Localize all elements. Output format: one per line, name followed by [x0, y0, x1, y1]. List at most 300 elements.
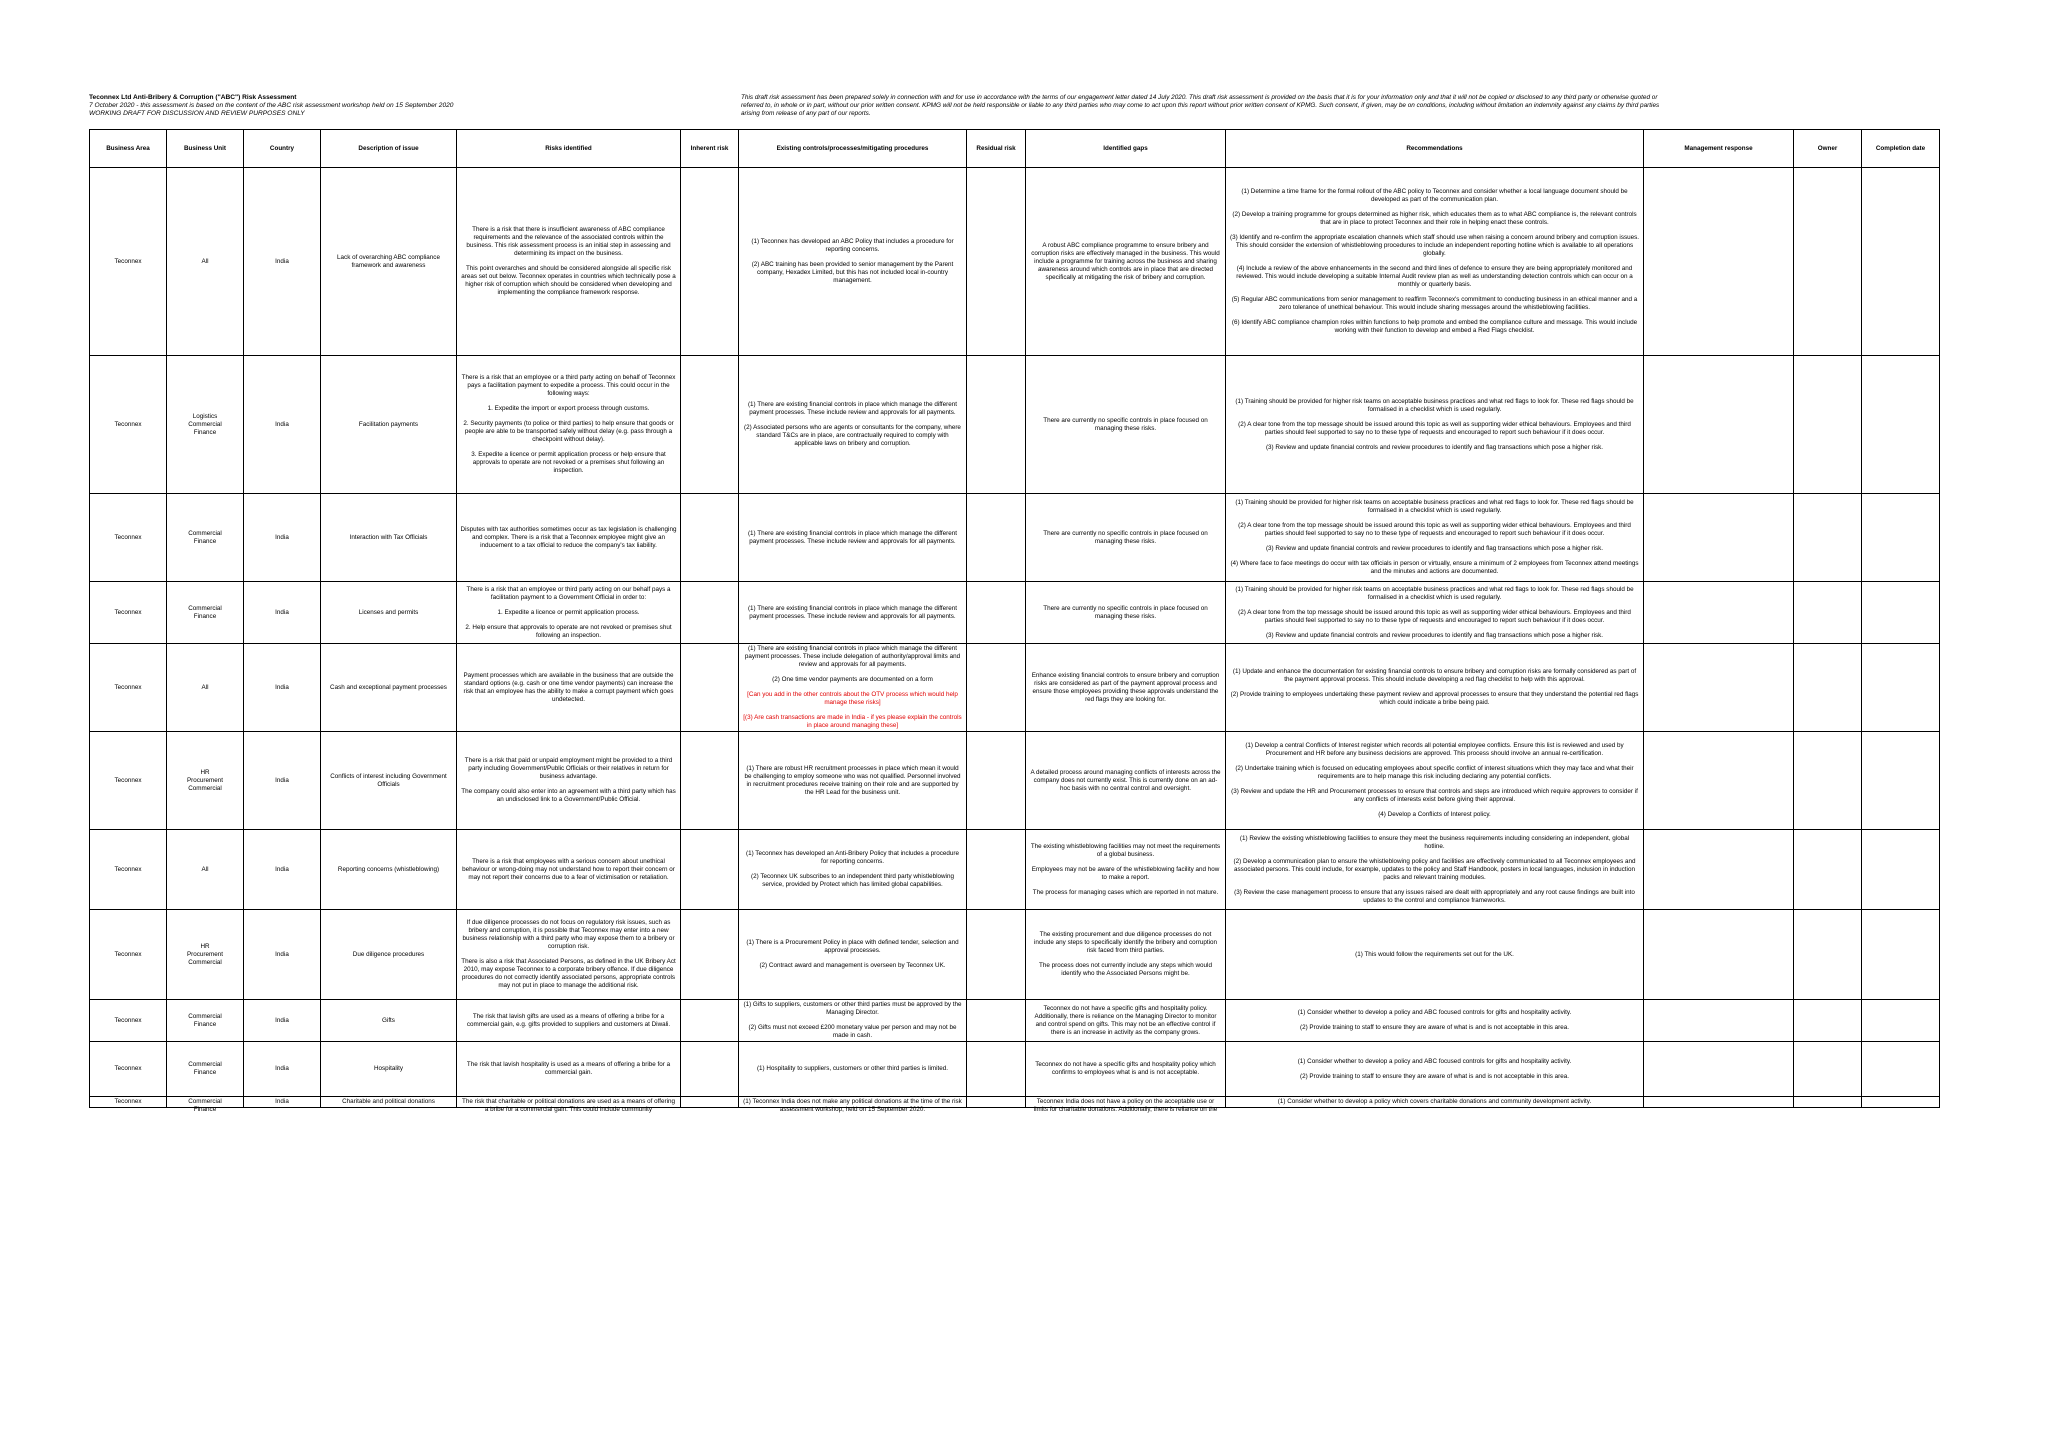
cell-paragraph: Employees may not be aware of the whistleblowing facility and how to make a report.	[1031, 865, 1220, 881]
cell-controls-content	[742, 605, 963, 621]
cell-risks	[457, 910, 681, 1000]
cell-controls	[739, 910, 967, 1000]
cell-paragraph: The existing whistleblowing facilities may not meet the requirements of a global business.	[1030, 842, 1221, 858]
business-unit-line: All	[201, 683, 209, 691]
cell-paragraph: (6) Identify ABC compliance champion roles within functions to help promote and embed the compliance culture and message. This would include working with their function to develop and embed a Red Flags checklist.	[1231, 319, 1638, 334]
business-unit-line: Finance	[193, 1069, 217, 1076]
cell-risks	[457, 1097, 681, 1113]
table-row	[90, 830, 1940, 910]
business-unit-line: Commercial	[188, 420, 222, 428]
table-row	[90, 644, 1940, 732]
cell-controls-content	[742, 645, 963, 730]
cell-gaps-content	[1029, 417, 1222, 433]
cell-risks-content	[460, 374, 677, 475]
cell-description	[321, 356, 457, 494]
cell-recommendations	[1226, 830, 1644, 910]
business-unit-line: Commercial	[188, 1012, 222, 1020]
cell-owner	[1794, 1097, 1862, 1108]
cell-risks	[457, 168, 681, 356]
cell-management-response	[1644, 356, 1794, 494]
col-risks: Risks identified	[457, 130, 681, 168]
cell-management-response	[1644, 1000, 1794, 1042]
table-body	[90, 168, 1940, 1113]
cell-completion-date	[1862, 1042, 1940, 1097]
cell-paragraph: The existing procurement and due diligence processes do not include any steps to specifically identify the bribery and corruption risk faced from third parties.	[1033, 931, 1218, 954]
cell-country	[244, 1042, 321, 1097]
business-unit-line: Procurement	[186, 776, 224, 784]
cell-management-response	[1644, 494, 1794, 582]
cell-gaps-content	[1029, 672, 1222, 704]
cell-owner	[1794, 168, 1862, 356]
cell-recommendations	[1226, 1097, 1644, 1108]
cell-controls	[739, 1042, 967, 1097]
cell-country	[244, 1097, 321, 1108]
cell-recommendations-content	[1229, 742, 1640, 819]
cell-business-area-content: Teconnex	[114, 950, 142, 958]
cell-description-content: Lack of overarching ABC compliance framework and awareness	[337, 253, 440, 269]
cell-recommendations-content	[1229, 668, 1640, 707]
cell-management-response	[1644, 644, 1794, 732]
cell-residual-risk	[967, 1042, 1026, 1097]
cell-paragraph: (4) Where face to face meetings do occur with tax officials in person or virtually, ensure a minimum of 2 employees from Teconnex attend meetings and the minutes and actions are documented.	[1230, 560, 1639, 575]
cell-paragraph: (4) Include a review of the above enhancements in the second and third lines of defence to ensure they are being appropriately monitored and reviewed. This would include developing a suitable Internal Audit review plan as well as understanding detection controls which can occur on a monthly or quarterly basis.	[1236, 265, 1633, 288]
cell-description-content: Licenses and permits	[358, 608, 419, 616]
cell-recommendations	[1226, 644, 1644, 732]
cell-management-response	[1644, 830, 1794, 910]
cell-completion-date	[1862, 1097, 1940, 1108]
cell-recommendations	[1226, 732, 1644, 830]
cell-business-unit-content	[170, 1098, 240, 1113]
cell-inherent-risk	[681, 168, 739, 356]
cell-paragraph: (3) Review and update the HR and Procurement processes to ensure that controls and steps are introduced which require approvers to consider if any conflicts of interests exist before giving their approval.	[1231, 788, 1638, 803]
table-row	[90, 732, 1940, 830]
cell-owner	[1794, 830, 1862, 910]
cell-business-area-content: Teconnex	[114, 257, 142, 265]
cell-controls	[739, 582, 967, 644]
cell-country-content: India	[275, 1016, 289, 1024]
cell-paragraph: (3) Review and update financial controls and review procedures to identify and flag transactions which pose a higher risk.	[1265, 631, 1604, 639]
cell-risks-content	[460, 672, 677, 704]
cell-paragraph: (2) Provide training to staff to ensure they are aware of what is and is not acceptable in this area.	[1299, 1072, 1570, 1080]
cell-paragraph: [(3) Are cash transactions are made in India - if yes please explain the controls in place around managing these]	[743, 714, 962, 729]
cell-business-area	[90, 494, 167, 582]
cell-business-unit-content	[170, 258, 240, 266]
cell-owner	[1794, 356, 1862, 494]
business-unit-line: All	[201, 865, 209, 873]
cell-paragraph: There is a risk that there is insufficient awareness of ABC compliance requirements and the relevance of the associated controls within the business. This risk assessment process is an initial step in assessing and determining its impact on the business.	[466, 226, 671, 257]
cell-country	[244, 732, 321, 830]
cell-controls	[739, 644, 967, 732]
cell-business-unit	[167, 356, 244, 494]
cell-country-content: India	[275, 865, 289, 873]
business-unit-line: Finance	[193, 428, 217, 436]
col-residual-risk: Residual risk	[967, 130, 1026, 168]
cell-business-unit	[167, 830, 244, 910]
cell-business-area	[90, 356, 167, 494]
cell-recommendations-content	[1229, 1098, 1640, 1106]
cell-gaps-content	[1029, 1061, 1222, 1077]
cell-business-area-content: Teconnex	[114, 776, 142, 784]
table-row	[90, 910, 1940, 1000]
draft-note: WORKING DRAFT FOR DISCUSSION AND REVIEW PURPOSES ONLY	[89, 110, 305, 117]
cell-paragraph: (1) There are existing financial controls in place which manage the different payment processes. These include delegation of authority/approval limits and review and approvals for all payments.	[744, 645, 961, 668]
table-header-row	[90, 130, 1940, 168]
cell-controls	[739, 494, 967, 582]
cell-gaps-content	[1029, 843, 1222, 897]
col-business-unit: Business Unit	[167, 130, 244, 168]
cell-description	[321, 168, 457, 356]
cell-paragraph: (1) Consider whether to develop a policy and ABC focused controls for gifts and hospitality activity.	[1297, 1009, 1572, 1016]
cell-paragraph: (1) Consider whether to develop a policy which covers charitable donations and community development activity.	[1277, 1098, 1592, 1105]
cell-risks	[457, 830, 681, 910]
business-unit-line: Commercial	[188, 1061, 222, 1068]
cell-paragraph: (1) Training should be provided for higher risk teams on acceptable business practices and what red flags to look for. These red flags should be formalised in a checklist which is used regularly.	[1235, 585, 1634, 601]
cell-controls	[739, 830, 967, 910]
cell-business-area-content: Teconnex	[114, 1016, 142, 1024]
document-header	[89, 94, 709, 118]
cell-business-area-content: Teconnex	[114, 1065, 142, 1072]
col-controls: Existing controls/processes/mitigating procedures	[739, 130, 967, 168]
business-unit-line: Commercial	[188, 958, 222, 966]
cell-paragraph: Teconnex do not have a specific gifts and hospitality policy which confirms to employees what is and is not acceptable.	[1035, 1061, 1216, 1076]
cell-description	[321, 582, 457, 644]
cell-recommendations	[1226, 582, 1644, 644]
cell-risks-content	[460, 1013, 677, 1029]
cell-description	[321, 1000, 457, 1042]
cell-completion-date	[1862, 830, 1940, 910]
cell-description-content: Hospitality	[373, 1065, 404, 1072]
cell-business-unit	[167, 582, 244, 644]
cell-paragraph: (1) Consider whether to develop a policy and ABC focused controls for gifts and hospitality activity.	[1297, 1057, 1572, 1065]
cell-paragraph: The risk that lavish gifts are used as a means of offering a bribe for a commercial gain, e.g. gifts provided to suppliers and customers at Diwali.	[466, 1012, 671, 1028]
cell-paragraph: (2) A clear tone from the top message should be issued around this topic as well as supporting wider ethical behaviours. Employees and third parties should feel supported to say no to these type of requests and encouraged to report such behaviour if it does occur.	[1238, 608, 1631, 624]
cell-residual-risk	[967, 644, 1026, 732]
cell-residual-risk	[967, 494, 1026, 582]
cell-paragraph: (2) Undertake training which is focused on educating employees about specific conflict of interest situations which they may face and what their requirements are to help manage this risk including declaring any potential conflicts.	[1235, 765, 1634, 780]
cell-owner	[1794, 644, 1862, 732]
cell-inherent-risk	[681, 644, 739, 732]
cell-business-area	[90, 830, 167, 910]
cell-recommendations-content	[1229, 586, 1640, 640]
cell-paragraph: There is a risk that an employee or a third party acting on behalf of Teconnex pays a facilitation payment to expedite a process. This could occur in the following ways:	[461, 374, 676, 397]
col-recommendations: Recommendations	[1226, 130, 1644, 168]
cell-controls-content	[742, 1098, 963, 1113]
business-unit-line: Commercial	[188, 529, 222, 537]
cell-controls-content	[742, 238, 963, 285]
cell-inherent-risk	[681, 494, 739, 582]
cell-business-area	[90, 582, 167, 644]
cell-business-unit-content	[170, 943, 240, 967]
cell-management-response	[1644, 168, 1794, 356]
table-row	[90, 494, 1940, 582]
cell-business-area-content: Teconnex	[114, 865, 142, 873]
cell-business-unit-content	[170, 684, 240, 692]
cell-gaps	[1026, 1097, 1226, 1113]
cell-paragraph: (1) Training should be provided for higher risk teams on acceptable business practices and what red flags to look for. These red flags should be formalised in a checklist which is used regularly.	[1235, 499, 1634, 514]
cell-gaps	[1026, 1000, 1226, 1042]
table-row	[90, 356, 1940, 494]
cell-paragraph: The process for managing cases which are reported in not mature.	[1032, 888, 1219, 896]
cell-gaps	[1026, 168, 1226, 356]
cell-business-area	[90, 1000, 167, 1042]
cell-paragraph: [Can you add in the other controls about the OTV process which would help manage these risks]	[747, 691, 958, 706]
cell-paragraph: (4) Develop a Conflicts of Interest policy.	[1378, 811, 1491, 818]
business-unit-line: Commercial	[188, 1098, 222, 1105]
cell-completion-date	[1862, 582, 1940, 644]
cell-country	[244, 644, 321, 732]
cell-paragraph: (1) Determine a time frame for the formal rollout of the ABC policy to Teconnex and consider whether a local language document should be developed as part of the communication plan.	[1241, 188, 1628, 203]
table-row	[90, 1042, 1940, 1097]
cell-completion-date	[1862, 732, 1940, 830]
cell-owner	[1794, 910, 1862, 1000]
cell-description	[321, 1097, 457, 1108]
cell-paragraph: Teconnex India does not have a policy on the acceptable use or limits for charitable donations. Additionally, there is reliance on the	[1033, 1098, 1218, 1113]
cell-residual-risk	[967, 1000, 1026, 1042]
cell-gaps-content	[1029, 769, 1222, 793]
cell-country-content: India	[275, 1098, 289, 1105]
cell-risks-content	[460, 226, 677, 297]
cell-country	[244, 582, 321, 644]
cell-risks	[457, 1042, 681, 1097]
cell-paragraph: The company could also enter into an agreement with a third party which has an undisclosed link to a Government/Public Official.	[461, 788, 676, 803]
cell-paragraph: A robust ABC compliance programme to ensure bribery and corruption risks are effectively managed in the business. This would include a programme for training across the business and sharing awareness around which controls are in place that are directed specifically at mitigating the risk of bribery and corruption.	[1031, 241, 1220, 281]
col-completion-date: Completion date	[1862, 130, 1940, 168]
cell-business-area-content: Teconnex	[114, 420, 142, 428]
cell-country-content: India	[275, 950, 289, 958]
cell-gaps	[1026, 494, 1226, 582]
col-business-area: Business Area	[90, 130, 167, 168]
cell-paragraph: A detailed process around managing conflicts of interests across the company does not currently exist. This is currently done on an ad-hoc basis with no central control and oversight.	[1030, 768, 1221, 792]
cell-completion-date	[1862, 356, 1940, 494]
cell-gaps-content	[1029, 931, 1222, 978]
cell-paragraph: (3) Review and update financial controls and review procedures to identify and flag transactions which pose a higher risk.	[1265, 443, 1604, 451]
table-row	[90, 168, 1940, 356]
cell-completion-date	[1862, 494, 1940, 582]
cell-gaps	[1026, 582, 1226, 644]
cell-paragraph: (1) Teconnex has developed an Anti-Bribery Policy that includes a procedure for reporting concerns.	[745, 850, 960, 865]
cell-paragraph: (1) There are robust HR recruitment processes in place which mean it would be challenging to employ someone who was not qualified. Personnel involved in recruitment procedures receive training on their role and are supported by the HR Lead for the business unit.	[744, 764, 961, 796]
cell-description-content: Charitable and political donations	[342, 1098, 435, 1105]
cell-controls-content	[742, 1001, 963, 1040]
cell-description	[321, 1042, 457, 1097]
cell-paragraph: (2) ABC training has been provided to senior management by the Parent company, Hexadex Limited, but this has not included local in-country management.	[751, 261, 954, 284]
cell-controls	[739, 168, 967, 356]
cell-management-response	[1644, 910, 1794, 1000]
cell-management-response	[1644, 732, 1794, 830]
cell-risks-content	[460, 526, 677, 550]
table-row	[90, 582, 1940, 644]
cell-controls-content	[742, 530, 963, 546]
cell-owner	[1794, 582, 1862, 644]
cell-business-area-content: Teconnex	[114, 1098, 142, 1105]
cell-paragraph: There are currently no specific controls in place focused on managing these risks.	[1043, 416, 1208, 432]
cell-paragraph: (2) One time vendor payments are documented on a form	[772, 676, 933, 683]
cell-gaps	[1026, 1042, 1226, 1097]
cell-risks	[457, 494, 681, 582]
cell-paragraph: (1) Hospitality to suppliers, customers or other third parties is limited.	[756, 1065, 949, 1072]
cell-business-unit	[167, 168, 244, 356]
cell-business-unit-content	[170, 605, 240, 621]
cell-owner	[1794, 732, 1862, 830]
cell-gaps-content	[1029, 1005, 1222, 1037]
cell-paragraph: 1. Expedite a licence or permit application process.	[497, 608, 640, 616]
cell-business-unit-content	[170, 413, 240, 437]
cell-country-content: India	[275, 608, 289, 616]
cell-country-content: India	[275, 683, 289, 691]
cell-business-unit	[167, 910, 244, 1000]
cell-paragraph: (1) Teconnex India does not make any political donations at the time of the risk assessment workshop, held on 15 September 2020.	[743, 1098, 962, 1113]
cell-residual-risk	[967, 168, 1026, 356]
col-gaps: Identified gaps	[1026, 130, 1226, 168]
cell-inherent-risk	[681, 356, 739, 494]
cell-paragraph: Enhance existing financial controls to ensure bribery and corruption risks are considered as part of the payment approval process and ensure those employees providing these approvals understand the red flags they are looking for.	[1031, 671, 1220, 703]
cell-paragraph: Disputes with tax authorities sometimes occur as tax legislation is challenging and complex. There is a risk that a Teconnex employee might give an inducement to a tax official to reduce the company's tax liability.	[460, 525, 677, 549]
cell-paragraph: (2) Gifts must not exceed £200 monetary value per person and may not be made in cash.	[748, 1024, 957, 1039]
cell-paragraph: (5) Regular ABC communications from senior management to reaffirm Teconnex's commitment to conducting business in an ethical manner and a zero tolerance of unethical behaviour. This would include sharing messages around the whistleblowing facilities.	[1231, 296, 1638, 311]
cell-paragraph: Payment processes which are available in the business that are outside the standard options (e.g. cash or one time vendor payments) can increase the risk that an employee has the ability to make a corrupt payment which goes undetected.	[463, 671, 674, 703]
cell-country-content: India	[275, 1065, 289, 1072]
cell-paragraph: (2) Develop a communication plan to ensure the whistleblowing policy and facilities are effectively communicated to all Teconnex employees and associated persons. This could include, for example, updates to the policy and Staff Handbook, posters in local languages, inclusion in induction packs and relevant training modules.	[1233, 857, 1636, 881]
col-inherent-risk: Inherent risk	[681, 130, 739, 168]
cell-owner	[1794, 1042, 1862, 1097]
cell-paragraph: (3) Identify and re-confirm the appropriate escalation channels which staff should use when raising a concern around bribery and corruption issues. This should consider the extension of whistleblowing procedures to include an independent reporting hotline which is available to all operations globally.	[1229, 234, 1640, 257]
cell-paragraph: (2) Teconnex UK subscribes to an independent third party whistleblowing service, provided by Protect which has limited global capabilities.	[751, 873, 954, 888]
cell-gaps-content	[1029, 242, 1222, 282]
cell-paragraph: The process does not currently include any steps which would identify who the Associated Persons might be.	[1039, 962, 1212, 977]
cell-business-unit	[167, 732, 244, 830]
business-unit-line: Finance	[193, 612, 217, 620]
cell-business-unit-content	[170, 1061, 240, 1077]
cell-paragraph: There is a risk that employees with a serious concern about unethical behaviour or wrong-doing may not understand how to report their concern or may not report their concerns due to a fear of victimisation or retaliation.	[462, 857, 675, 881]
table-row	[90, 1097, 1940, 1108]
cell-paragraph: (1) There is a Procurement Policy in place with defined tender, selection and approval processes.	[746, 939, 959, 954]
cell-recommendations-content	[1229, 1009, 1640, 1032]
cell-country	[244, 494, 321, 582]
cell-residual-risk	[967, 582, 1026, 644]
cell-paragraph: (1) This would follow the requirements set out for the UK.	[1355, 950, 1514, 958]
cell-gaps	[1026, 910, 1226, 1000]
cell-recommendations-content	[1229, 1058, 1640, 1081]
cell-residual-risk	[967, 910, 1026, 1000]
cell-paragraph: The risk that charitable or political donations are used as a means of offering a bribe for a commercial gain. This could include community	[461, 1098, 676, 1113]
cell-description-content: Facilitation payments	[358, 420, 419, 428]
cell-paragraph: (2) Provide training to employees undertaking these payment review and approval processes to ensure that they understand the potential red flags which could indicate a bribe being paid.	[1230, 691, 1639, 706]
cell-country	[244, 830, 321, 910]
cell-business-unit	[167, 494, 244, 582]
col-description: Description of issue	[321, 130, 457, 168]
cell-description-content: Gifts	[382, 1016, 395, 1024]
cell-gaps	[1026, 644, 1226, 732]
cell-completion-date	[1862, 910, 1940, 1000]
cell-business-unit	[167, 1000, 244, 1042]
cell-business-unit-content	[170, 530, 240, 546]
business-unit-line: HR	[200, 942, 210, 950]
cell-business-area	[90, 910, 167, 1000]
cell-controls-content	[742, 401, 963, 448]
cell-business-area-content: Teconnex	[114, 683, 142, 691]
cell-country	[244, 356, 321, 494]
cell-business-area	[90, 644, 167, 732]
cell-risks-content	[460, 586, 677, 640]
cell-business-unit	[167, 1097, 244, 1113]
cell-paragraph: There is also a risk that Associated Persons, as defined in the UK Bribery Act 2010, may expose Teconnex to a corporate bribery offence. If due diligence procedures do not correctly identify associated persons, appropriate controls may not put in place to manage the additional risk.	[461, 958, 676, 989]
cell-risks	[457, 582, 681, 644]
cell-completion-date	[1862, 168, 1940, 356]
cell-gaps-content	[1029, 530, 1222, 546]
cell-recommendations-content	[1229, 398, 1640, 452]
cell-risks	[457, 644, 681, 732]
cell-paragraph: (2) Contract award and management is overseen by Teconnex UK.	[759, 962, 946, 969]
cell-paragraph: (1) There are existing financial controls in place which manage the different payment processes. These include review and approvals for all payments.	[747, 604, 958, 620]
cell-paragraph: (2) Associated persons who are agents or consultants for the company, where standard T&Cs are in place, are contractually required to comply with applicable laws on bribery and corruption.	[744, 424, 961, 447]
table-row	[90, 1000, 1940, 1042]
cell-description-content: Due diligence procedures	[352, 950, 425, 958]
cell-residual-risk	[967, 1097, 1026, 1108]
cell-controls	[739, 732, 967, 830]
cell-business-area	[90, 732, 167, 830]
cell-recommendations-content	[1229, 835, 1640, 905]
cell-risks-content	[460, 858, 677, 882]
cell-country-content: India	[275, 420, 289, 428]
cell-recommendations	[1226, 168, 1644, 356]
business-unit-line: Logistics	[192, 412, 218, 420]
cell-controls	[739, 1097, 967, 1113]
business-unit-line: Finance	[193, 1020, 217, 1028]
cell-residual-risk	[967, 732, 1026, 830]
cell-paragraph: There is a risk that paid or unpaid employment might be provided to a third party including Government/Public Officials or their relatives in return for business advantage.	[464, 757, 673, 780]
cell-paragraph: There are currently no specific controls in place focused on managing these risks.	[1043, 604, 1208, 620]
cell-country-content: India	[275, 776, 289, 784]
cell-business-area	[90, 1042, 167, 1097]
document-subtitle: 7 October 2020 - this assessment is based on the content of the ABC risk assessment workshop held on 15 September 2020	[89, 102, 454, 109]
cell-recommendations	[1226, 1042, 1644, 1097]
cell-paragraph: (1) Develop a central Conflicts of Interest register which records all potential employee conflicts. Ensure this list is reviewed and used by Procurement and HR before any business decisions are approved. This process should involve an annual re-certification.	[1245, 742, 1624, 757]
business-unit-line: Procurement	[186, 950, 224, 958]
cell-country	[244, 168, 321, 356]
business-unit-line: Commercial	[188, 784, 222, 792]
cell-paragraph: Teconnex do not have a specific gifts and hospitality policy. Additionally, there is reliance on the Managing Director to monitor and control spend on gifts. This may not be an effective control if there is an increase in activity as the company grows.	[1034, 1004, 1217, 1036]
cell-risks-content	[460, 757, 677, 804]
cell-business-area-content: Teconnex	[114, 533, 142, 541]
cell-paragraph: (1) There are existing financial controls in place which manage the different payment processes. These include review and approvals for all payments.	[747, 529, 958, 545]
cell-recommendations-content	[1229, 951, 1640, 959]
cell-controls-content	[742, 765, 963, 797]
cell-description	[321, 494, 457, 582]
cell-business-area	[90, 1097, 167, 1108]
business-unit-line: Commercial	[188, 604, 222, 612]
cell-paragraph: (1) Update and enhance the documentation for existing financial controls to ensure bribery and corruption risks are formally considered as part of the payment approval process. This should include developing a red flag checklist to help with this approval.	[1232, 668, 1637, 683]
cell-inherent-risk	[681, 582, 739, 644]
cell-paragraph: (3) Review and update financial controls and review procedures to identify and flag transactions which pose a higher risk.	[1265, 545, 1604, 552]
cell-paragraph: (2) Provide training to staff to ensure they are aware of what is and is not acceptable in this area.	[1299, 1024, 1570, 1031]
cell-paragraph: 2. Security payments (to police or third parties) to help ensure that goods or people are able to be transported safely without delay (e.g. pass through a checkpoint without delay).	[463, 420, 674, 443]
cell-paragraph: (2) A clear tone from the top message should be issued around this topic as well as supporting wider ethical behaviours. Employees and third parties should feel supported to say no to these type of requests and encouraged to report such behaviour if it does occur.	[1238, 522, 1631, 537]
cell-gaps	[1026, 732, 1226, 830]
cell-residual-risk	[967, 830, 1026, 910]
cell-recommendations	[1226, 910, 1644, 1000]
risk-assessment-table	[89, 129, 1940, 1113]
business-unit-line: HR	[200, 768, 210, 776]
cell-paragraph: 2. Help ensure that approvals to operate are not revoked or premises shut following an inspection.	[465, 623, 672, 639]
cell-inherent-risk	[681, 1097, 739, 1108]
cell-country-content: India	[275, 533, 289, 541]
cell-business-area-content: Teconnex	[114, 608, 142, 616]
cell-description-content: Interaction with Tax Officials	[349, 533, 428, 541]
cell-paragraph: (2) A clear tone from the top message should be issued around this topic as well as supporting wider ethical behaviours. Employees and third parties should feel supported to say no to these type of requests and encouraged to report such behaviour if it does occur.	[1238, 420, 1631, 436]
cell-owner	[1794, 494, 1862, 582]
business-unit-line: Finance	[193, 537, 217, 545]
cell-paragraph: (1) Gifts to suppliers, customers or other third parties must be approved by the Managing Director.	[743, 1001, 962, 1016]
